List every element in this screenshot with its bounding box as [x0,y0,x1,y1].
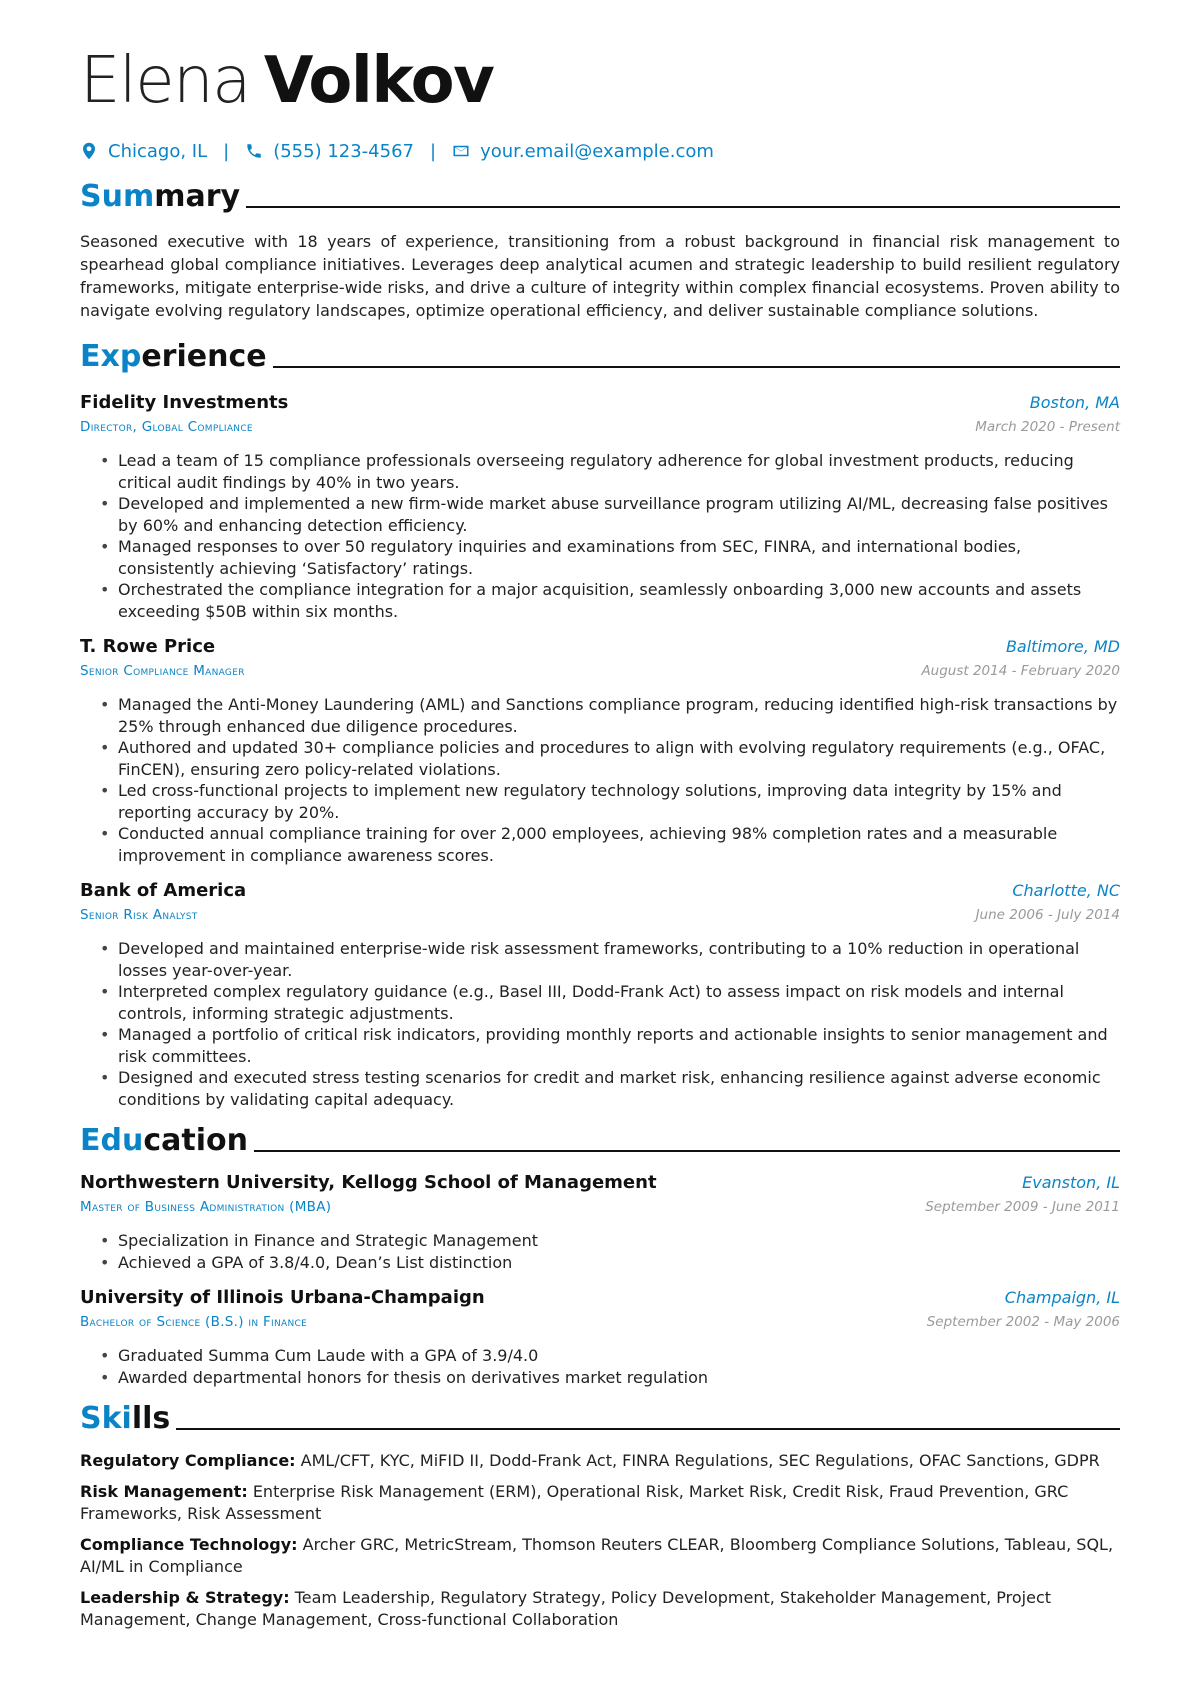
contact-phone[interactable] [245,141,414,162]
education-dates: September 2002 - May 2006 [926,1314,1120,1330]
skill-values: Archer GRC, MetricStream, Thomson Reuters CLEAR, Bloomberg Compliance Solutions, Tableau, SQL, AI/ML in Compliance [80,1535,1114,1576]
bullet-item: • Authored and updated 30+ compliance policies and procedures to align with evolving regulatory requirements (e.g., OFAC, FinCEN), ensuring zero policy-related violations. [100,737,1120,780]
experience-heading: Experience [80,339,267,374]
bullet-item: • Designed and executed stress testing scenarios for credit and market risk, enhancing resilience against adverse economic conditions by validating capital adequacy. [100,1067,1120,1110]
contact-separator: | [223,140,230,162]
bullet-item: • Managed a portfolio of critical risk indicators, providing monthly reports and actionable insights to senior management and risk committees. [100,1024,1120,1067]
job-bullets [80,938,1120,1110]
skills-list [80,1450,1120,1631]
job-entry [80,390,1120,622]
map-pin-icon [80,141,98,161]
skill-row [80,1481,1120,1525]
section-divider [254,1150,1120,1152]
education-bullets [80,1230,1120,1273]
job-title: Senior Compliance Manager [80,663,245,679]
skills-heading: Skills [80,1401,171,1436]
bullet-item: • Awarded departmental honors for thesis on derivatives market regulation [100,1367,1120,1389]
skills-section [80,1398,1120,1631]
contact-email[interactable] [452,141,714,162]
education-heading: Education [80,1123,248,1158]
skill-values: AML/CFT, KYC, MiFID II, Dodd-Frank Act, FINRA Regulations, SEC Regulations, OFAC Sanctions, GDPR [300,1451,1100,1470]
skill-category: Leadership & Strategy: [80,1588,290,1607]
job-entry [80,878,1120,1110]
location-text: Chicago, IL [108,140,208,162]
bullet-item: • Interpreted complex regulatory guidance (e.g., Basel III, Dodd-Frank Act) to assess impact on risk models and internal controls, informing strategic adjustments. [100,981,1120,1024]
skill-row [80,1450,1120,1472]
bullet-item: • Specialization in Finance and Strategic Management [100,1230,1120,1252]
skill-category: Compliance Technology: [80,1535,298,1554]
email-link: your.email@example.com [480,140,714,162]
bullet-item: • Developed and implemented a new firm-wide market abuse surveillance program utilizing AI/ML, decreasing false positives by 60% and enhancing detection efficiency. [100,493,1120,536]
contact-location [80,141,207,162]
job-bullets [80,450,1120,622]
summary-heading: Summary [80,179,241,214]
education-section [80,1120,1120,1388]
skill-row [80,1534,1120,1578]
contact-bar [80,136,1120,166]
company-name: T. Rowe Price [80,636,216,657]
job-location: Boston, MA [1029,393,1120,412]
last-name: Volkov [263,44,494,118]
phone-text: (555) 123-4567 [273,140,414,162]
first-name: Elena [80,44,250,118]
bullet-item: • Managed responses to over 50 regulatory inquiries and examinations from SEC, FINRA, and international bodies, consistently achieving ‘Satisfactory’ ratings. [100,536,1120,579]
job-dates: August 2014 - February 2020 [921,663,1120,679]
job-entry [80,634,1120,866]
section-divider [273,366,1120,368]
experience-section [80,336,1120,1110]
bullet-item: • Achieved a GPA of 3.8/4.0, Dean’s List distinction [100,1252,1120,1274]
summary-text: Seasoned executive with 18 years of experience, transitioning from a robust background in financial risk management to spearhead global compliance initiatives. Leverages deep analytical acumen and strategic leadership to build resilient regulatory frameworks, mitigate enterprise-wide risks, and drive a culture of integrity within complex financial ecosystems. Proven ability to navigate evolving regulatory landscapes, optimize operational efficiency, and deliver sustainable compliance solutions. [80,232,1120,320]
education-bullets [80,1345,1120,1388]
school-location: Champaign, IL [1004,1288,1120,1307]
skill-category: Regulatory Compliance: [80,1451,296,1470]
bullet-item: • Managed the Anti-Money Laundering (AML) and Sanctions compliance program, reducing identified high-risk transactions by 25% through enhanced due diligence procedures. [100,694,1120,737]
school-location: Evanston, IL [1022,1173,1120,1192]
education-dates: September 2009 - June 2011 [925,1199,1120,1215]
job-dates: June 2006 - July 2014 [975,907,1120,923]
job-bullets [80,694,1120,866]
bullet-item: • Lead a team of 15 compliance professionals overseeing regulatory adherence for global investment products, reducing critical audit findings by 40% in two years. [100,450,1120,493]
skill-category: Risk Management: [80,1482,248,1501]
education-entry [80,1285,1120,1388]
bullet-item: • Graduated Summa Cum Laude with a GPA of 3.9/4.0 [100,1345,1120,1367]
job-location: Baltimore, MD [1005,637,1120,656]
bullet-item: • Led cross-functional projects to implement new regulatory technology solutions, improving data integrity by 15% and reporting accuracy by 20%. [100,780,1120,823]
bullet-item: • Orchestrated the compliance integration for a major acquisition, seamlessly onboarding 3,000 new accounts and assets exceeding $50B within six months. [100,579,1120,622]
bullet-item: • Conducted annual compliance training for over 2,000 employees, achieving 98% completion rates and a measurable improvement in compliance awareness scores. [100,823,1120,866]
summary-section [80,176,1120,322]
company-name: Fidelity Investments [80,392,289,413]
resume-page [80,40,1120,1640]
skill-values: Enterprise Risk Management (ERM), Operational Risk, Market Risk, Credit Risk, Fraud Prevention, GRC Frameworks, Risk Assessment [80,1482,1069,1523]
contact-separator: | [430,140,437,162]
section-divider [246,206,1120,208]
degree: Bachelor of Science (B.S.) in Finance [80,1314,308,1330]
envelope-icon [452,141,470,161]
section-divider [176,1428,1120,1430]
company-name: Bank of America [80,880,247,901]
school-name: University of Illinois Urbana-Champaign [80,1287,485,1308]
school-name: Northwestern University, Kellogg School of Management [80,1172,657,1193]
job-location: Charlotte, NC [1012,881,1120,900]
education-entry [80,1170,1120,1273]
job-title: Senior Risk Analyst [80,907,198,923]
bullet-item: • Developed and maintained enterprise-wide risk assessment frameworks, contributing to a 10% reduction in operational losses year-over-year. [100,938,1120,981]
skill-row [80,1587,1120,1631]
job-dates: March 2020 - Present [975,419,1120,435]
candidate-name [80,40,1120,122]
skill-values: Team Leadership, Regulatory Strategy, Policy Development, Stakeholder Management, Project Management, Change Management, Cross-functional Collaboration [80,1588,1052,1629]
job-title: Director, Global Compliance [80,419,253,435]
phone-icon [245,141,263,161]
degree: Master of Business Administration (MBA) [80,1199,332,1215]
